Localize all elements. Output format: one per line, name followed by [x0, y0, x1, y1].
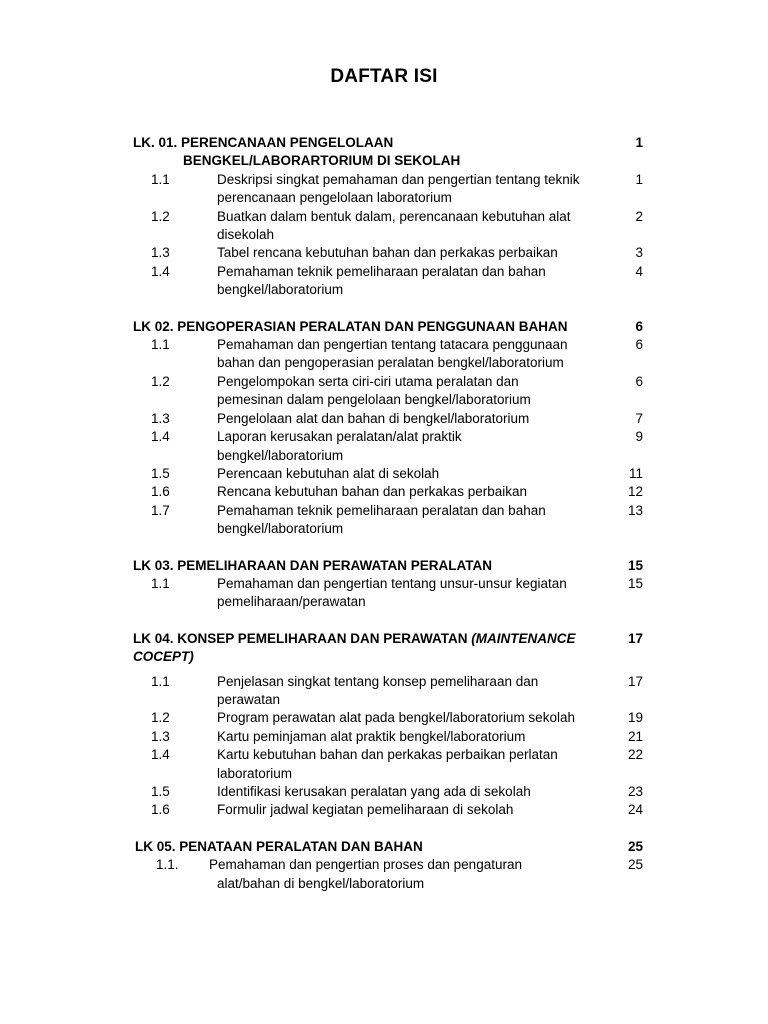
section-page-number: 25 [627, 838, 643, 854]
entry-number: 1.3 [151, 245, 170, 261]
entry-text-line2: perencanaan pengelolaan laboratorium [217, 190, 452, 206]
page-title: DAFTAR ISI [330, 66, 438, 87]
toc-entry[interactable] [0, 502, 768, 539]
entry-number: 1.2 [151, 208, 170, 224]
entry-page-number: 25 [627, 857, 643, 873]
table-of-contents [0, 134, 768, 911]
entry-page-number: 7 [635, 410, 643, 426]
entry-text-line1: Pemahaman dan pengertian proses dan pengaturan [209, 857, 522, 873]
toc-entry[interactable] [0, 428, 768, 465]
entry-page-number: 19 [627, 710, 643, 726]
section-heading[interactable] [0, 838, 768, 856]
section-title-line2: COCEPT) [133, 649, 194, 665]
entry-number: 1.1 [151, 171, 170, 187]
entry-page-number: 13 [627, 502, 643, 518]
toc-section-lk01 [0, 134, 768, 300]
entry-text-line1: Pengelompokan serta ciri-ciri utama peralatan dan [217, 373, 519, 389]
entry-text-line1: Pemahaman dan pengertian tentang tatacara penggunaan [217, 337, 568, 353]
entry-text-line1: Laporan kerusakan peralatan/alat praktik [217, 429, 462, 445]
entry-number: 1.6 [151, 802, 170, 818]
entry-number: 1.4 [151, 747, 170, 763]
entry-text-line1: Pemahaman teknik pemeliharaan peralatan dan bahan [217, 263, 546, 279]
entry-text-line1: Deskripsi singkat pemahaman dan pengertian tentang teknik [217, 171, 580, 187]
entry-text-line1: Buatkan dalam bentuk dalam, perencanaan kebutuhan alat [217, 208, 571, 224]
section-title-line1: LK. 01. PERENCANAAN PENGELOLAAN [133, 135, 394, 150]
entry-page-number: 15 [627, 575, 643, 591]
entry-text-line1: Perencaan kebutuhan alat di sekolah [217, 465, 440, 481]
entry-number: 1.6 [151, 484, 170, 500]
entry-text-line2: perawatan [217, 691, 281, 707]
toc-entry[interactable] [0, 709, 768, 727]
section-title-line1: LK 04. KONSEP PEMELIHARAAN DAN PERAWATAN [133, 630, 472, 646]
toc-entry[interactable] [0, 728, 768, 746]
toc-entry[interactable] [0, 783, 768, 801]
entry-page-number: 24 [627, 802, 643, 818]
toc-entry[interactable] [0, 244, 768, 262]
entry-text-line1: Penjelasan singkat tentang konsep pemeliharaan dan [217, 673, 539, 689]
entry-text-line1: Pengelolaan alat dan bahan di bengkel/laboratorium [217, 410, 530, 426]
toc-entry[interactable] [0, 208, 768, 245]
entry-number: 1.5 [151, 465, 170, 481]
entry-page-number: 3 [635, 245, 643, 261]
entry-page-number: 23 [627, 784, 643, 799]
toc-entry[interactable] [0, 673, 768, 710]
entry-text-line1: Rencana kebutuhan bahan dan perkakas perbaikan [217, 484, 527, 500]
entry-text-line2: bahan dan pengoperasian peralatan bengkel/laboratorium [217, 355, 564, 371]
entry-number: 1.1 [151, 673, 170, 689]
toc-section-lk03 [0, 557, 768, 612]
entry-number: 1.3 [151, 728, 170, 744]
entry-text-line2: laboratorium [217, 765, 293, 781]
toc-section-lk02 [0, 318, 768, 539]
entry-text-line1: Identifikasi kerusakan peralatan yang ada di sekolah [217, 784, 531, 799]
entry-page-number: 22 [627, 747, 643, 763]
entry-page-number: 12 [627, 484, 643, 500]
toc-section-lk05 [0, 838, 768, 893]
entry-text-line1: Kartu peminjaman alat praktik bengkel/laboratorium [217, 728, 526, 744]
entry-page-number: 6 [635, 373, 643, 389]
entry-number: 1.1 [151, 575, 170, 591]
entry-number: 1.2 [151, 373, 170, 389]
entry-text-line2: alat/bahan di bengkel/laboratorium [217, 875, 425, 891]
section-page-number: 17 [627, 630, 643, 646]
section-title-line1: LK 02. PENGOPERASIAN PERALATAN DAN PENGGUNAAN BAHAN [133, 318, 568, 334]
toc-entry[interactable] [0, 263, 768, 300]
entry-page-number: 21 [627, 728, 643, 744]
section-page-number: 1 [635, 135, 643, 150]
entry-number: 1.1 [151, 337, 170, 353]
entry-page-number: 9 [635, 429, 643, 445]
entry-text-line1: Pemahaman dan pengertian tentang unsur-unsur kegiatan [217, 575, 567, 591]
entry-text-line2: pemesinan dalam pengelolaan bengkel/laboratorium [217, 392, 531, 408]
entry-page-number: 4 [635, 263, 643, 279]
section-title-line2: BENGKEL/LABORARTORIUM DI SEKOLAH [183, 153, 461, 169]
section-title-line1: LK 03. PEMELIHARAAN DAN PERAWATAN PERALATAN [133, 557, 493, 573]
entry-number: 1.3 [151, 410, 170, 426]
entry-number: 1.1. [156, 857, 179, 873]
toc-entry[interactable] [0, 856, 768, 893]
entry-text-line1: Pemahaman teknik pemeliharaan peralatan dan bahan [217, 502, 546, 518]
entry-number: 1.5 [151, 784, 170, 799]
entry-page-number: 17 [627, 673, 643, 689]
entry-number: 1.4 [151, 263, 170, 279]
entry-number: 1.2 [151, 710, 170, 726]
entry-number: 1.4 [151, 429, 170, 445]
toc-entry[interactable] [0, 746, 768, 783]
entry-text-line2: bengkel/laboratorium [217, 447, 344, 463]
entry-text-line2: disekolah [217, 227, 275, 243]
toc-entry[interactable] [0, 410, 768, 428]
toc-entry[interactable] [0, 575, 768, 612]
entry-page-number: 6 [635, 337, 643, 353]
toc-entry[interactable] [0, 465, 768, 483]
toc-entry[interactable] [0, 801, 768, 819]
entry-text-line2: bengkel/laboratorium [217, 282, 344, 298]
section-heading[interactable] [0, 134, 768, 171]
section-heading[interactable] [0, 557, 768, 575]
entry-page-number: 2 [635, 208, 643, 224]
toc-entry[interactable] [0, 373, 768, 410]
section-title-line1: LK 05. PENATAAN PERALATAN DAN BAHAN [135, 838, 423, 854]
entry-page-number: 1 [635, 171, 643, 187]
entry-text-line1: Program perawatan alat pada bengkel/laboratorium sekolah [217, 710, 575, 726]
toc-entry[interactable] [0, 171, 768, 208]
section-heading[interactable] [0, 318, 768, 336]
section-title-italic: (MAINTENANCE [471, 630, 576, 646]
section-heading[interactable] [0, 630, 768, 667]
toc-section-lk04 [0, 630, 768, 820]
toc-entry[interactable] [0, 336, 768, 373]
entry-text-line1: Tabel rencana kebutuhan bahan dan perkakas perbaikan [217, 245, 558, 261]
entry-text-line1: Formulir jadwal kegiatan pemeliharaan di sekolah [217, 802, 514, 818]
section-page-number: 6 [635, 318, 643, 334]
toc-entry[interactable] [0, 483, 768, 501]
entry-text-line1: Kartu kebutuhan bahan dan perkakas perbaikan perlatan [217, 747, 558, 763]
entry-page-number: 11 [628, 465, 643, 481]
section-page-number: 15 [627, 557, 643, 573]
entry-text-line2: bengkel/laboratorium [217, 521, 344, 537]
entry-text-line2: pemeliharaan/perawatan [217, 594, 366, 610]
entry-number: 1.7 [151, 502, 170, 518]
